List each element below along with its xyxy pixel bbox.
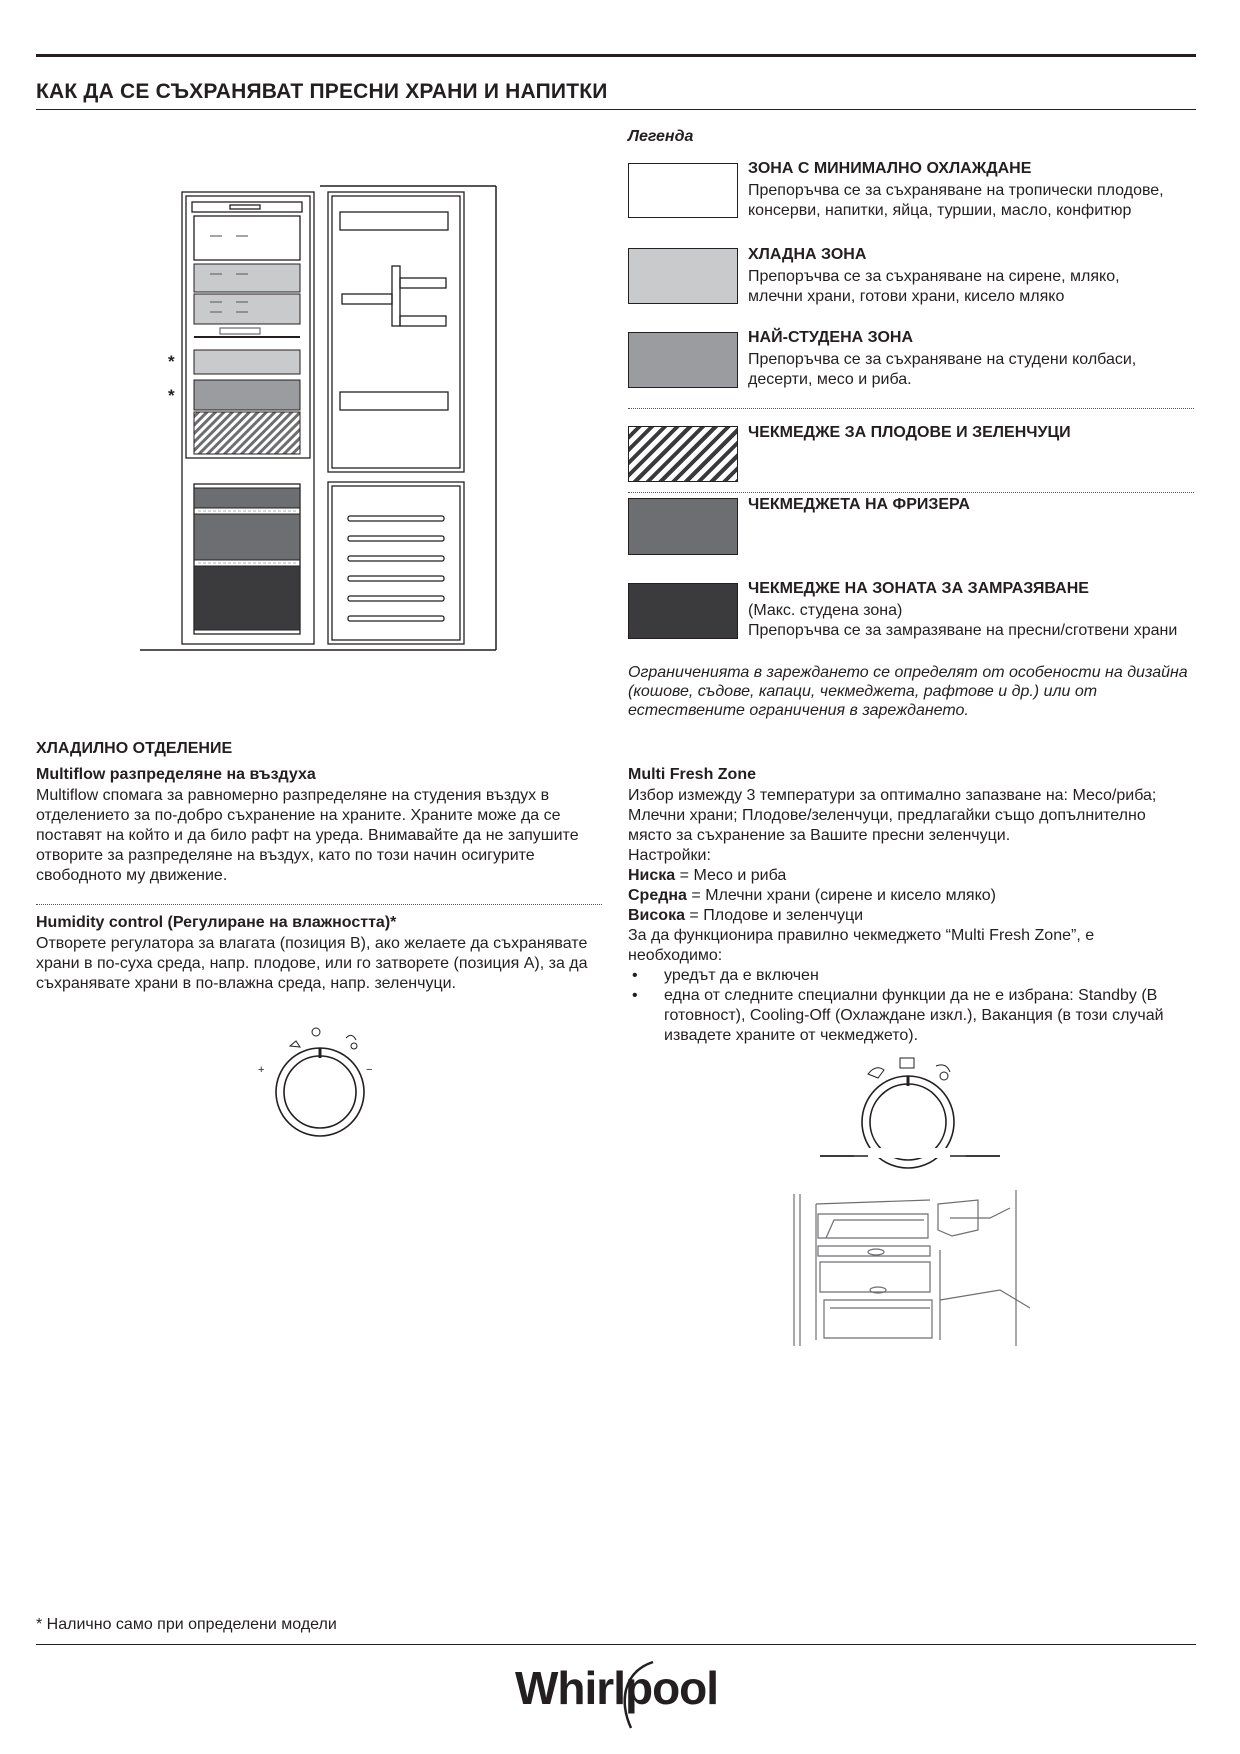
humidity-text: Отворете регулатора за влагата (позиция B), ако желаете да съхранявате храни в по-суха среда, напр. плодове, или го затворете (позиция A), за да съхранявате храни в по-влажна среда, напр. зеленчуци. <box>36 935 588 992</box>
fridge-zones-diagram <box>140 180 500 660</box>
legend-swatch-coldest-zone <box>628 332 738 388</box>
footnote: * Налично само при определени модели <box>36 1616 337 1633</box>
list-item: • уредът да е включен <box>628 966 1188 986</box>
legend-divider <box>628 408 1194 409</box>
setting-value: = Плодове и зеленчуци <box>684 907 864 924</box>
settings-label: Настройки: <box>628 847 711 864</box>
legend-item-description: (Макс. студена зона) <box>748 602 903 619</box>
legend-divider <box>628 492 1194 493</box>
multi-fresh-title: Multi Fresh Zone <box>628 766 756 783</box>
legend-item-title: НАЙ-СТУДЕНА ЗОНА <box>748 329 913 346</box>
legend-item-description: Препоръчва се за замразяване на пресни/сготвени храни <box>748 622 1178 639</box>
setting-medium <box>628 886 996 906</box>
svg-text:Whirlpool: Whirlpool <box>515 1662 719 1714</box>
setting-name: Средна <box>628 887 687 904</box>
requirement-text: За да функционира правилно чекмеджето “Multi Fresh Zone”, е необходимо: <box>628 927 1095 964</box>
section-divider <box>36 904 602 905</box>
section-title: ХЛАДИЛНО ОТДЕЛЕНИЕ <box>36 740 233 757</box>
legend-item-title: ЧЕКМЕДЖЕТА НА ФРИЗЕРА <box>748 496 970 513</box>
setting-name: Висока <box>628 907 685 924</box>
legend-heading: Легенда <box>628 128 694 145</box>
legend-swatch-freezer-drawers <box>628 498 738 555</box>
page-title: КАК ДА СЕ СЪХРАНЯВАТ ПРЕСНИ ХРАНИ И НАПИТКИ <box>36 80 608 103</box>
setting-high <box>628 906 863 926</box>
humidity-dial-illustration <box>250 1020 390 1140</box>
legend-note: Ограниченията в зареждането се определят от особености на дизайна (кошове, съдове, капаци, чекмеджета, рафтове и др.) или от естествените ограничения в зареждането. <box>628 664 1188 719</box>
legend-swatch-freeze-zone <box>628 583 738 639</box>
multiflow-title: Multiflow разпределяне на въздуха <box>36 766 316 783</box>
legend-item-description: Препоръчва се за съхраняване на сирене, мляко, млечни храни, готови храни, кисело мляко <box>748 268 1120 305</box>
setting-name: Ниска <box>628 867 676 884</box>
legend-item-title: ЧЕКМЕДЖЕ ЗА ПЛОДОВЕ И ЗЕЛЕНЧУЦИ <box>748 424 1071 441</box>
legend-item-description: Препоръчва се за съхраняване на студени колбаси, десерти, месо и риба. <box>748 351 1137 388</box>
legend-item-title: ХЛАДНА ЗОНА <box>748 246 867 263</box>
footer-rule <box>36 1644 1196 1645</box>
legend-item-description: Препоръчва се за съхраняване на тропически плодове, консерви, напитки, яйца, туршии, масло, конфитюр <box>748 182 1164 219</box>
multiflow-text: Multiflow спомага за равномерно разпределяне на студения въздух в отделението за по-добро съхранение на храните. Храните може да се поставят на който и да било рафт на уреда. Внимавайте да не запушите отворите за разпределяне на въздух, като по този начин осигурите свободното му движение. <box>36 787 579 884</box>
legend-swatch-fruit-drawer <box>628 426 738 482</box>
multi-fresh-intro: Избор измежду 3 температури за оптимално запазване на: Месо/риба; Млечни храни; Плодове/зеленчуци, предлагайки също допълнително място за съхранение за Вашите пресни зеленчуци. <box>628 787 1157 844</box>
multi-fresh-dial-illustration <box>810 1052 1010 1170</box>
multi-fresh-drawer-illustration <box>790 1190 1040 1350</box>
setting-low <box>628 866 786 886</box>
whirlpool-logo <box>515 1650 725 1732</box>
dial-minus-label: − <box>366 1064 373 1076</box>
title-rule <box>36 109 1196 110</box>
legend-item-title: ЧЕКМЕДЖЕ НА ЗОНАТА ЗА ЗАМРАЗЯВАНЕ <box>748 580 1089 597</box>
setting-value: = Месо и риба <box>675 867 787 884</box>
setting-value: = Млечни храни (сирене и кисело мляко) <box>686 887 996 904</box>
legend-item-title: ЗОНА С МИНИМАЛНО ОХЛАЖДАНЕ <box>748 160 1032 177</box>
top-rule <box>36 54 1196 57</box>
humidity-title: Humidity control (Регулиране на влажността)* <box>36 914 397 931</box>
diagram-asterisk: * <box>168 352 175 371</box>
legend-swatch-min-cooling <box>628 163 738 218</box>
list-item: • една от следните специални функции да не е избрана: Standby (В готовност), Cooling-Off (Охлаждане изкл.), Ваканция (в този случай извадете храните от чекмеджето). <box>628 986 1188 1046</box>
legend-swatch-cool-zone <box>628 248 738 304</box>
requirement-list <box>628 966 1188 1046</box>
diagram-asterisk: * <box>168 386 175 405</box>
dial-plus-label: + <box>258 1064 265 1076</box>
